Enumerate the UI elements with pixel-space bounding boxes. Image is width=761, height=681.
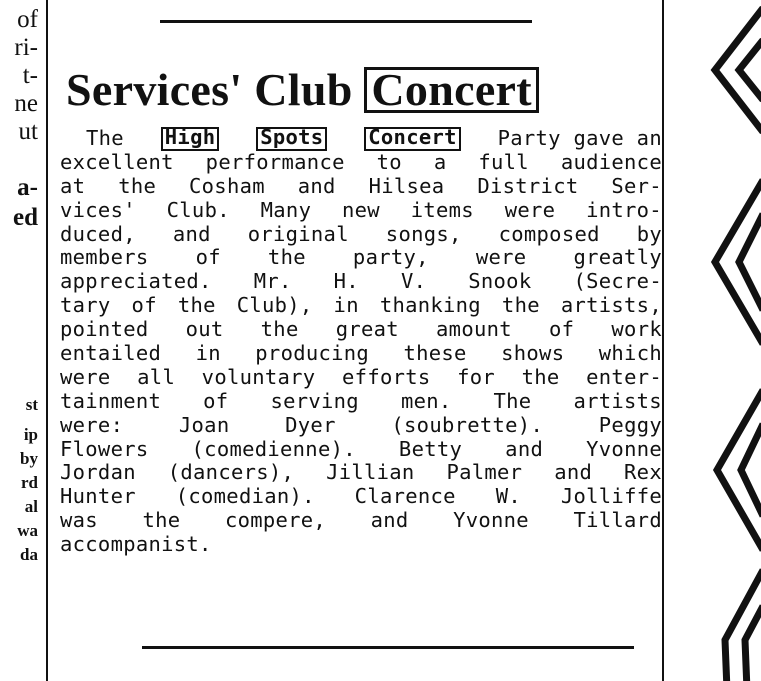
article-word: these: [403, 341, 467, 366]
article-word: the: [501, 293, 540, 318]
chevron-pattern-icon: [705, 0, 761, 681]
article-word: and: [172, 221, 211, 246]
article-word: The: [493, 388, 532, 413]
article-word: Jordan: [60, 460, 136, 485]
fragment: t-: [22, 62, 38, 89]
article-word: members: [60, 245, 149, 270]
article-word: Club.: [166, 197, 230, 222]
article-word: men.: [400, 388, 452, 413]
article-word: (soubrette).: [391, 412, 544, 437]
fragment: ne: [14, 90, 38, 117]
article-word: Party gave an: [497, 126, 662, 150]
article-word: Betty: [398, 436, 463, 461]
fragment: st: [25, 395, 38, 414]
headline: [66, 62, 636, 118]
article-word: and: [297, 173, 336, 198]
chevron-border-decoration: [705, 0, 761, 681]
top-rule: [160, 20, 532, 23]
article-word: voluntary: [201, 364, 316, 389]
headline-text: Services' Club: [66, 64, 353, 115]
article-word: to: [376, 149, 402, 174]
article-word: in: [333, 293, 359, 318]
article-word: H.: [333, 269, 359, 294]
article-word: the: [142, 508, 181, 533]
article-word: serving: [270, 388, 359, 413]
article-word: artists,: [560, 293, 662, 318]
article-line: [60, 175, 662, 199]
article-line: [60, 270, 662, 294]
article-word: efforts: [342, 364, 431, 389]
article-word: appreciated.: [60, 269, 212, 294]
fragment: wa: [17, 521, 38, 540]
article-word: the: [177, 293, 216, 318]
fragment: al: [24, 497, 38, 516]
fragment: ed: [13, 204, 38, 231]
article-word: audience: [560, 149, 662, 174]
article-word: Joan: [178, 412, 230, 437]
article-word: (Secre-: [573, 269, 662, 294]
article-word: compere,: [224, 508, 327, 533]
article-word: (comedienne).: [191, 436, 356, 461]
article-word: Clarence: [354, 484, 456, 509]
article-word: out: [185, 317, 224, 342]
fragment: da: [20, 545, 38, 564]
article-line: [60, 414, 662, 438]
highlighted-word: High: [161, 127, 220, 151]
article-line: [60, 151, 662, 175]
article-word: and: [505, 436, 544, 461]
article-word: excellent: [60, 149, 174, 174]
article-word: vices': [60, 197, 136, 222]
article-word: Cosham: [189, 173, 265, 198]
article-word: at: [60, 173, 86, 198]
article-word: Hilsea: [368, 173, 445, 198]
article-word: the: [260, 317, 299, 342]
article-word: intro-: [586, 197, 662, 222]
article-line: [60, 246, 662, 270]
article-word: of: [203, 388, 229, 413]
article-word: Mr.: [253, 269, 292, 294]
article-body: [60, 127, 662, 557]
article-word: Flowers: [60, 436, 149, 461]
fragment: rd: [21, 473, 38, 492]
article-word: were: [60, 364, 111, 389]
article-word: Tillard: [573, 508, 662, 533]
article-word: shows: [501, 341, 565, 366]
highlighted-word: Concert: [364, 127, 461, 151]
article-word: party,: [352, 245, 429, 270]
left-column-rule: [46, 0, 48, 681]
highlighted-word: Spots: [256, 127, 327, 151]
article-line: [60, 390, 662, 414]
article-word: duced,: [60, 221, 136, 246]
article-line: [60, 438, 662, 462]
article-word: which: [598, 341, 662, 366]
article-word: original: [247, 221, 349, 246]
article-word: of: [549, 317, 575, 342]
article-word: all: [137, 364, 176, 389]
article-word: producing: [255, 341, 370, 366]
article-word: District: [477, 173, 579, 198]
article-word: Many: [260, 197, 312, 222]
article-line: [60, 366, 662, 390]
article-word: Club),: [236, 293, 313, 318]
fragment: of: [17, 6, 38, 33]
fragment: ip: [23, 425, 38, 444]
article-word: tainment: [60, 388, 162, 413]
fragment: ut: [18, 118, 38, 145]
article-word: artists: [573, 388, 662, 413]
article-line: [60, 127, 662, 151]
article-word: Yvonne: [586, 436, 662, 461]
article-line: accompanist.: [60, 532, 212, 557]
article-word: greatly: [573, 245, 662, 270]
article-line: [60, 485, 662, 509]
article-word: entailed: [60, 341, 162, 366]
article-word: and: [554, 460, 593, 485]
article-line: [60, 342, 662, 366]
article-line: [60, 461, 662, 485]
article-word: by: [636, 221, 662, 246]
article-word: the: [521, 364, 560, 389]
right-column-rule: [662, 0, 664, 681]
article-word: songs,: [385, 221, 462, 246]
article-word: full: [478, 149, 529, 174]
article-word: great: [335, 317, 399, 342]
article-word: were:: [60, 412, 124, 437]
article-word: composed: [498, 221, 600, 246]
article-word: the: [267, 245, 306, 270]
article-word: of: [195, 245, 221, 270]
bottom-rule: [142, 646, 634, 649]
article-word: and: [370, 508, 409, 533]
article-word: Palmer: [446, 460, 523, 485]
fragment: ri-: [14, 34, 38, 61]
article-line: [60, 318, 662, 342]
article-word: (comedian).: [175, 484, 315, 509]
article-word: tary: [60, 293, 111, 318]
article-word: of: [131, 293, 157, 318]
article-line: [60, 294, 662, 318]
fragment: by: [20, 449, 38, 468]
article-word: Jolliffe: [560, 484, 662, 509]
article-word: Snook: [468, 269, 532, 294]
article-word: amount: [436, 317, 512, 342]
article-word: work: [611, 317, 662, 342]
article-line: [60, 223, 662, 247]
left-column-fragments: [0, 0, 40, 681]
article-word: pointed: [60, 317, 149, 342]
article-word: Rex: [624, 460, 662, 485]
article-word: items: [410, 197, 474, 222]
article-word: Hunter: [60, 484, 136, 509]
article-word: Yvonne: [453, 508, 529, 533]
article-line: [60, 509, 662, 533]
article-word: Jillian: [326, 460, 415, 485]
article-word: thanking: [379, 293, 481, 318]
article-word: were: [475, 245, 527, 270]
article-word: V.: [400, 269, 427, 294]
article-word: Dyer: [285, 412, 336, 437]
article-word: (dancers),: [167, 460, 295, 485]
article-word: a: [433, 149, 447, 174]
article-word: were: [504, 197, 556, 222]
article-word: The: [86, 126, 124, 150]
article-word: enter-: [586, 364, 662, 389]
article-word: W.: [495, 484, 521, 509]
article-word: new: [342, 197, 380, 222]
article-word: Peggy: [598, 412, 662, 437]
article-line: [60, 199, 662, 223]
article-word: for: [457, 364, 496, 389]
article-word: was: [60, 508, 98, 533]
article-word: performance: [205, 149, 345, 174]
fragment: a-: [17, 174, 38, 201]
article-word: in: [195, 341, 221, 366]
headline-boxed-word: Concert: [364, 67, 538, 113]
article-word: the: [118, 173, 157, 198]
article-word: Ser-: [611, 173, 662, 198]
